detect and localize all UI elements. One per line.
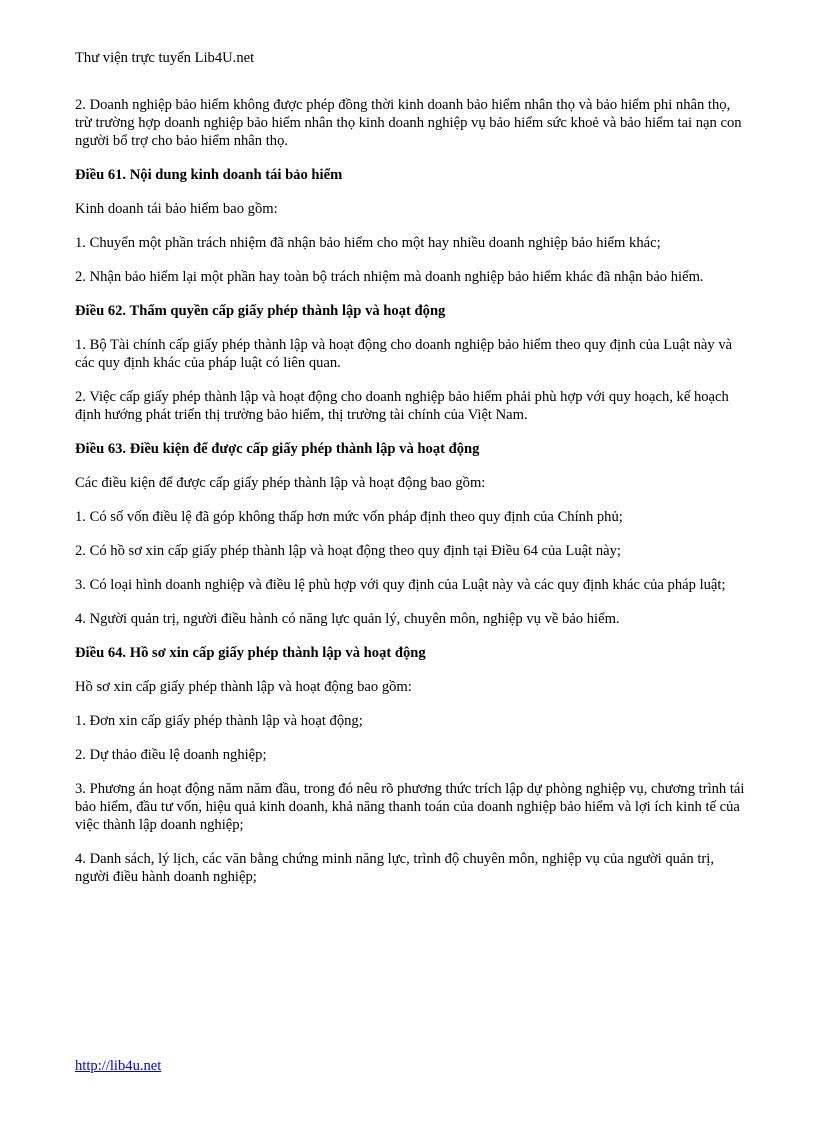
paragraph: 4. Người quản trị, người điều hành có năng lực quản lý, chuyên môn, nghiệp vụ về bảo hiểm. (75, 611, 620, 627)
paragraph: 2. Doanh nghiệp bảo hiểm không được phép đồng thời kinh doanh bảo hiểm nhân thọ và bảo hiểm phi nhân thọ, trừ trường hợp doanh nghiệp bảo hiểm nhân thọ kinh doanh nghiệp vụ bảo hiểm sức khoẻ và bảo hiểm tai nạn con người bổ trợ cho bảo hiểm nhân thọ. (75, 97, 742, 149)
paragraph: 1. Bộ Tài chính cấp giấy phép thành lập và hoạt động cho doanh nghiệp bảo hiểm theo quy định của Luật này và các quy định khác của pháp luật có liên quan. (75, 337, 733, 371)
article-heading-62: Điều 62. Thẩm quyền cấp giấy phép thành lập và hoạt động (75, 303, 446, 319)
paragraph: 3. Phương án hoạt động năm năm đầu, trong đó nêu rõ phương thức trích lập dự phòng nghiệp vụ, chương trình tái bảo hiểm, đầu tư vốn, hiệu quả kinh doanh, khả năng thanh toán của doanh nghiệp bảo hiểm và lợi ích kinh tế của việc thành lập doanh nghiệp; (75, 781, 745, 833)
page-footer (75, 1057, 161, 1075)
article-heading-64: Điều 64. Hồ sơ xin cấp giấy phép thành lập và hoạt động (75, 645, 426, 661)
paragraph: 3. Có loại hình doanh nghiệp và điều lệ phù hợp với quy định của Luật này và các quy định khác của pháp luật; (75, 577, 726, 593)
paragraph: 1. Có số vốn điều lệ đã góp không thấp hơn mức vốn pháp định theo quy định của Chính phủ; (75, 509, 623, 525)
paragraph: 1. Đơn xin cấp giấy phép thành lập và hoạt động; (75, 713, 363, 729)
paragraph: 2. Nhận bảo hiểm lại một phần hay toàn bộ trách nhiệm mà doanh nghiệp bảo hiểm khác đã nhận bảo hiểm. (75, 269, 704, 285)
paragraph: Kinh doanh tái bảo hiểm bao gồm: (75, 201, 278, 217)
document-page (75, 0, 745, 1123)
paragraph: 2. Việc cấp giấy phép thành lập và hoạt động cho doanh nghiệp bảo hiểm phải phù hợp với quy hoạch, kế hoạch định hướng phát triển thị trường bảo hiểm, thị trường tài chính của Việt Nam. (75, 389, 729, 423)
paragraph: 1. Chuyển một phần trách nhiệm đã nhận bảo hiểm cho một hay nhiều doanh nghiệp bảo hiểm khác; (75, 235, 661, 251)
document-body (75, 96, 745, 902)
paragraph: Hồ sơ xin cấp giấy phép thành lập và hoạt động bao gồm: (75, 679, 412, 695)
paragraph: 2. Có hồ sơ xin cấp giấy phép thành lập và hoạt động theo quy định tại Điều 64 của Luật này; (75, 543, 621, 559)
article-heading-63: Điều 63. Điều kiện để được cấp giấy phép thành lập và hoạt động (75, 441, 480, 457)
paragraph: 2. Dự thảo điều lệ doanh nghiệp; (75, 747, 267, 763)
paragraph: 4. Danh sách, lý lịch, các văn bằng chứng minh năng lực, trình độ chuyên môn, nghiệp vụ của người quản trị, người điều hành doanh nghiệp; (75, 851, 714, 885)
article-heading-61: Điều 61. Nội dung kinh doanh tái bảo hiểm (75, 167, 343, 183)
page-header: Thư viện trực tuyến Lib4U.net (75, 50, 255, 66)
paragraph: Các điều kiện để được cấp giấy phép thành lập và hoạt động bao gồm: (75, 475, 486, 491)
footer-link[interactable]: http://lib4u.net (75, 1058, 162, 1074)
